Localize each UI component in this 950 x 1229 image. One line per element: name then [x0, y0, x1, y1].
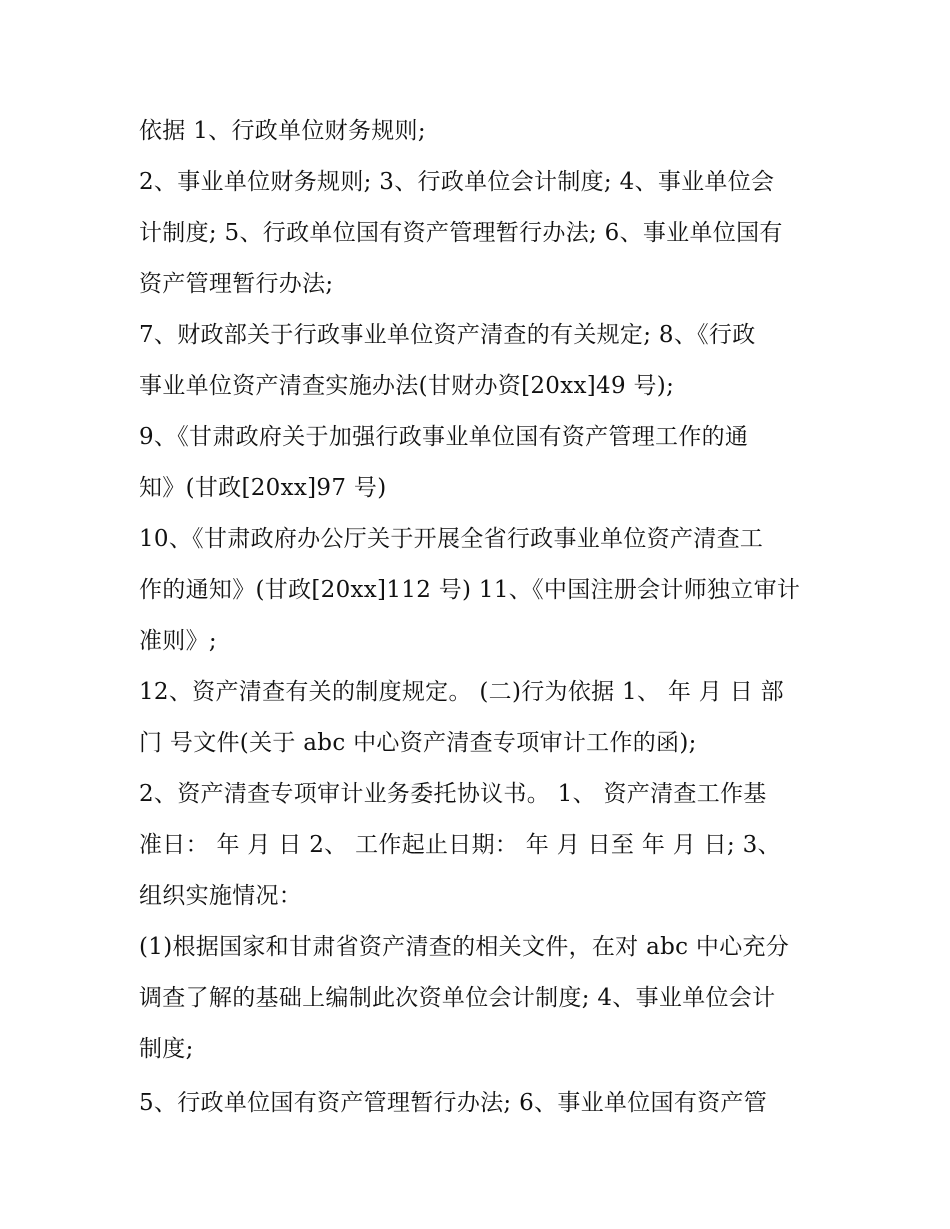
- text-line: 10、《甘肃政府办公厅关于开展全省行政事业单位资产清查工: [139, 526, 764, 552]
- text-line: 资产管理暂行办法;: [139, 271, 334, 297]
- text-line: 事业单位资产清查实施办法(甘财办资[20xx]49 号);: [139, 373, 675, 399]
- text-line: 2、事业单位财务规则; 3、行政单位会计制度; 4、事业单位会: [139, 169, 775, 195]
- text-line: 作的通知》(甘政[20xx]112 号) 11、《中国注册会计师独立审计: [139, 577, 801, 603]
- text-line: 调查了解的基础上编制此次资单位会计制度; 4、事业单位会计: [139, 985, 776, 1011]
- text-line: 制度;: [139, 1036, 194, 1062]
- text-line: 计制度; 5、行政单位国有资产管理暂行办法; 6、事业单位国有: [139, 220, 783, 246]
- text-line: 9、《甘肃政府关于加强行政事业单位国有资产管理工作的通: [139, 424, 749, 450]
- text-line: 依据 1、行政单位财务规则;: [139, 118, 426, 144]
- text-line: 准则》;: [139, 628, 217, 654]
- text-line: 7、财政部关于行政事业单位资产清查的有关规定; 8、《行政: [139, 322, 756, 348]
- text-line: 12、资产清查有关的制度规定。 (二)行为依据 1、 年 月 日 部: [139, 679, 784, 705]
- text-line: 知》(甘政[20xx]97 号): [139, 475, 387, 501]
- text-line: 2、资产清查专项审计业务委托协议书。 1、 资产清查工作基: [139, 781, 767, 807]
- text-line: 5、行政单位国有资产管理暂行办法; 6、事业单位国有资产管: [139, 1090, 768, 1116]
- document-body: [139, 106, 811, 1129]
- text-line: 准日： 年 月 日 2、 工作起止日期： 年 月 日至 年 月 日; 3、: [139, 832, 781, 858]
- text-line: 门 号文件(关于 abc 中心资产清查专项审计工作的函);: [139, 730, 697, 756]
- text-line: (1)根据国家和甘肃省资产清查的相关文件，在对 abc 中心充分: [139, 934, 790, 960]
- text-line: 组织实施情况：: [139, 883, 303, 909]
